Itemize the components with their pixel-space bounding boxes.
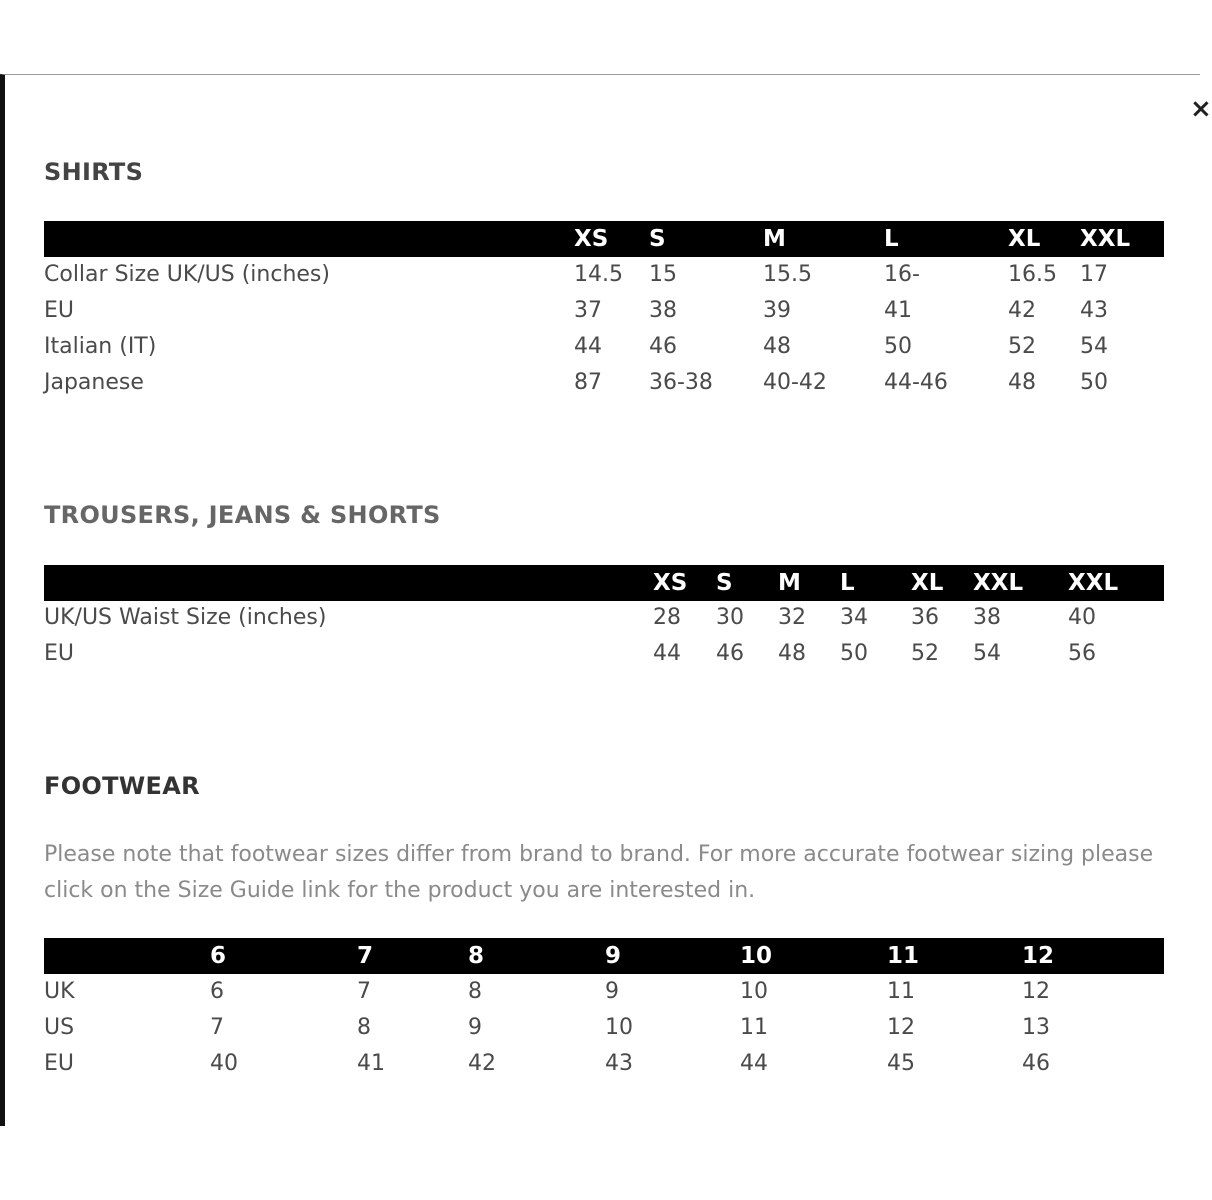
shirts-table-cell: 48 — [763, 334, 791, 359]
shirts-table-cell: 48 — [1008, 370, 1036, 395]
trousers-col-header: S — [716, 570, 733, 596]
shirts-col-header: M — [763, 226, 786, 252]
footwear-table-cell: 13 — [1022, 1015, 1050, 1040]
shirts-header-row — [44, 221, 1164, 257]
footwear-header-row — [44, 938, 1164, 974]
shirts-heading: SHIRTS — [44, 158, 144, 186]
shirts-col-header: XS — [574, 226, 609, 252]
footwear-row-label: UK — [44, 979, 75, 1004]
shirts-table-cell: 15.5 — [763, 262, 812, 287]
trousers-heading: TROUSERS, JEANS & SHORTS — [44, 501, 441, 529]
footwear-row-label: US — [44, 1015, 75, 1040]
footwear-table-cell: 43 — [605, 1051, 633, 1076]
shirts-row-label: Collar Size UK/US (inches) — [44, 262, 330, 287]
footwear-table-cell: 44 — [740, 1051, 768, 1076]
footwear-col-header: 9 — [605, 943, 622, 969]
shirts-table-cell: 50 — [884, 334, 912, 359]
trousers-table-cell: 30 — [716, 605, 744, 630]
shirts-table-cell: 44 — [574, 334, 602, 359]
trousers-row-label: UK/US Waist Size (inches) — [44, 605, 327, 630]
trousers-col-header: M — [778, 570, 801, 596]
shirts-table-cell: 36-38 — [649, 370, 713, 395]
trousers-table-cell: 50 — [840, 641, 868, 666]
footwear-table-cell: 9 — [468, 1015, 482, 1040]
shirts-table-cell: 44-46 — [884, 370, 948, 395]
shirts-row-label: EU — [44, 298, 75, 323]
shirts-table-cell: 38 — [649, 298, 677, 323]
shirts-col-header: L — [884, 226, 899, 252]
trousers-table-cell: 54 — [973, 641, 1001, 666]
footwear-col-header: 8 — [468, 943, 485, 969]
shirts-table-cell: 54 — [1080, 334, 1108, 359]
trousers-table-cell: 44 — [653, 641, 681, 666]
shirts-table-cell: 16- — [884, 262, 920, 287]
shirts-table-cell: 39 — [763, 298, 791, 323]
footwear-table-cell: 45 — [887, 1051, 915, 1076]
trousers-table-cell: 38 — [973, 605, 1001, 630]
trousers-col-header: L — [840, 570, 855, 596]
trousers-row-label: EU — [44, 641, 75, 666]
footwear-table-cell: 7 — [210, 1015, 224, 1040]
trousers-col-header: XS — [653, 570, 688, 596]
footwear-col-header: 11 — [887, 943, 920, 969]
footwear-col-header: 6 — [210, 943, 227, 969]
shirts-table-cell: 52 — [1008, 334, 1036, 359]
close-icon[interactable]: × — [1190, 94, 1212, 124]
shirts-row-label: Italian (IT) — [44, 334, 157, 359]
footwear-table-cell: 10 — [605, 1015, 633, 1040]
footwear-table-cell: 6 — [210, 979, 224, 1004]
footwear-table-cell: 12 — [887, 1015, 915, 1040]
footwear-col-header: 7 — [357, 943, 374, 969]
trousers-table-cell: 52 — [911, 641, 939, 666]
shirts-table-cell: 87 — [574, 370, 602, 395]
footwear-table-cell: 8 — [468, 979, 482, 1004]
trousers-table-cell: 56 — [1068, 641, 1096, 666]
shirts-table-cell: 14.5 — [574, 262, 623, 287]
shirts-table-cell: 17 — [1080, 262, 1108, 287]
trousers-table-cell: 46 — [716, 641, 744, 666]
shirts-table-cell: 15 — [649, 262, 677, 287]
footwear-row-label: EU — [44, 1051, 75, 1076]
shirts-table-cell: 37 — [574, 298, 602, 323]
shirts-table-cell: 41 — [884, 298, 912, 323]
footwear-table-cell: 11 — [887, 979, 915, 1004]
trousers-table-cell: 40 — [1068, 605, 1096, 630]
shirts-table-cell: 46 — [649, 334, 677, 359]
trousers-col-header: XL — [911, 570, 944, 596]
trousers-col-header: XXL — [1068, 570, 1119, 596]
footwear-table-cell: 8 — [357, 1015, 371, 1040]
footwear-table-cell: 10 — [740, 979, 768, 1004]
shirts-col-header: XL — [1008, 226, 1041, 252]
shirts-table-cell: 40-42 — [763, 370, 827, 395]
trousers-table-cell: 34 — [840, 605, 868, 630]
footwear-col-header: 10 — [740, 943, 773, 969]
trousers-header-row — [44, 565, 1164, 601]
trousers-table-cell: 28 — [653, 605, 681, 630]
shirts-col-header: XXL — [1080, 226, 1131, 252]
trousers-table-cell: 32 — [778, 605, 806, 630]
shirts-table-cell: 42 — [1008, 298, 1036, 323]
footwear-table-cell: 9 — [605, 979, 619, 1004]
footwear-heading: FOOTWEAR — [44, 772, 200, 800]
footwear-table-cell: 41 — [357, 1051, 385, 1076]
footwear-table-cell: 12 — [1022, 979, 1050, 1004]
trousers-table-cell: 48 — [778, 641, 806, 666]
footwear-table-cell: 7 — [357, 979, 371, 1004]
footwear-table-cell: 11 — [740, 1015, 768, 1040]
footwear-table-cell: 46 — [1022, 1051, 1050, 1076]
trousers-col-header: XXL — [973, 570, 1024, 596]
shirts-table-cell: 16.5 — [1008, 262, 1057, 287]
shirts-row-label: Japanese — [44, 370, 144, 395]
shirts-table-cell: 50 — [1080, 370, 1108, 395]
footwear-table-cell: 42 — [468, 1051, 496, 1076]
shirts-col-header: S — [649, 226, 666, 252]
footwear-note: Please note that footwear sizes differ from brand to brand. For more accurate footwear sizing please click on the Size Guide link for the product you are interested in. — [44, 842, 1154, 903]
trousers-table-cell: 36 — [911, 605, 939, 630]
footwear-col-header: 12 — [1022, 943, 1055, 969]
shirts-table-cell: 43 — [1080, 298, 1108, 323]
footwear-table-cell: 40 — [210, 1051, 238, 1076]
